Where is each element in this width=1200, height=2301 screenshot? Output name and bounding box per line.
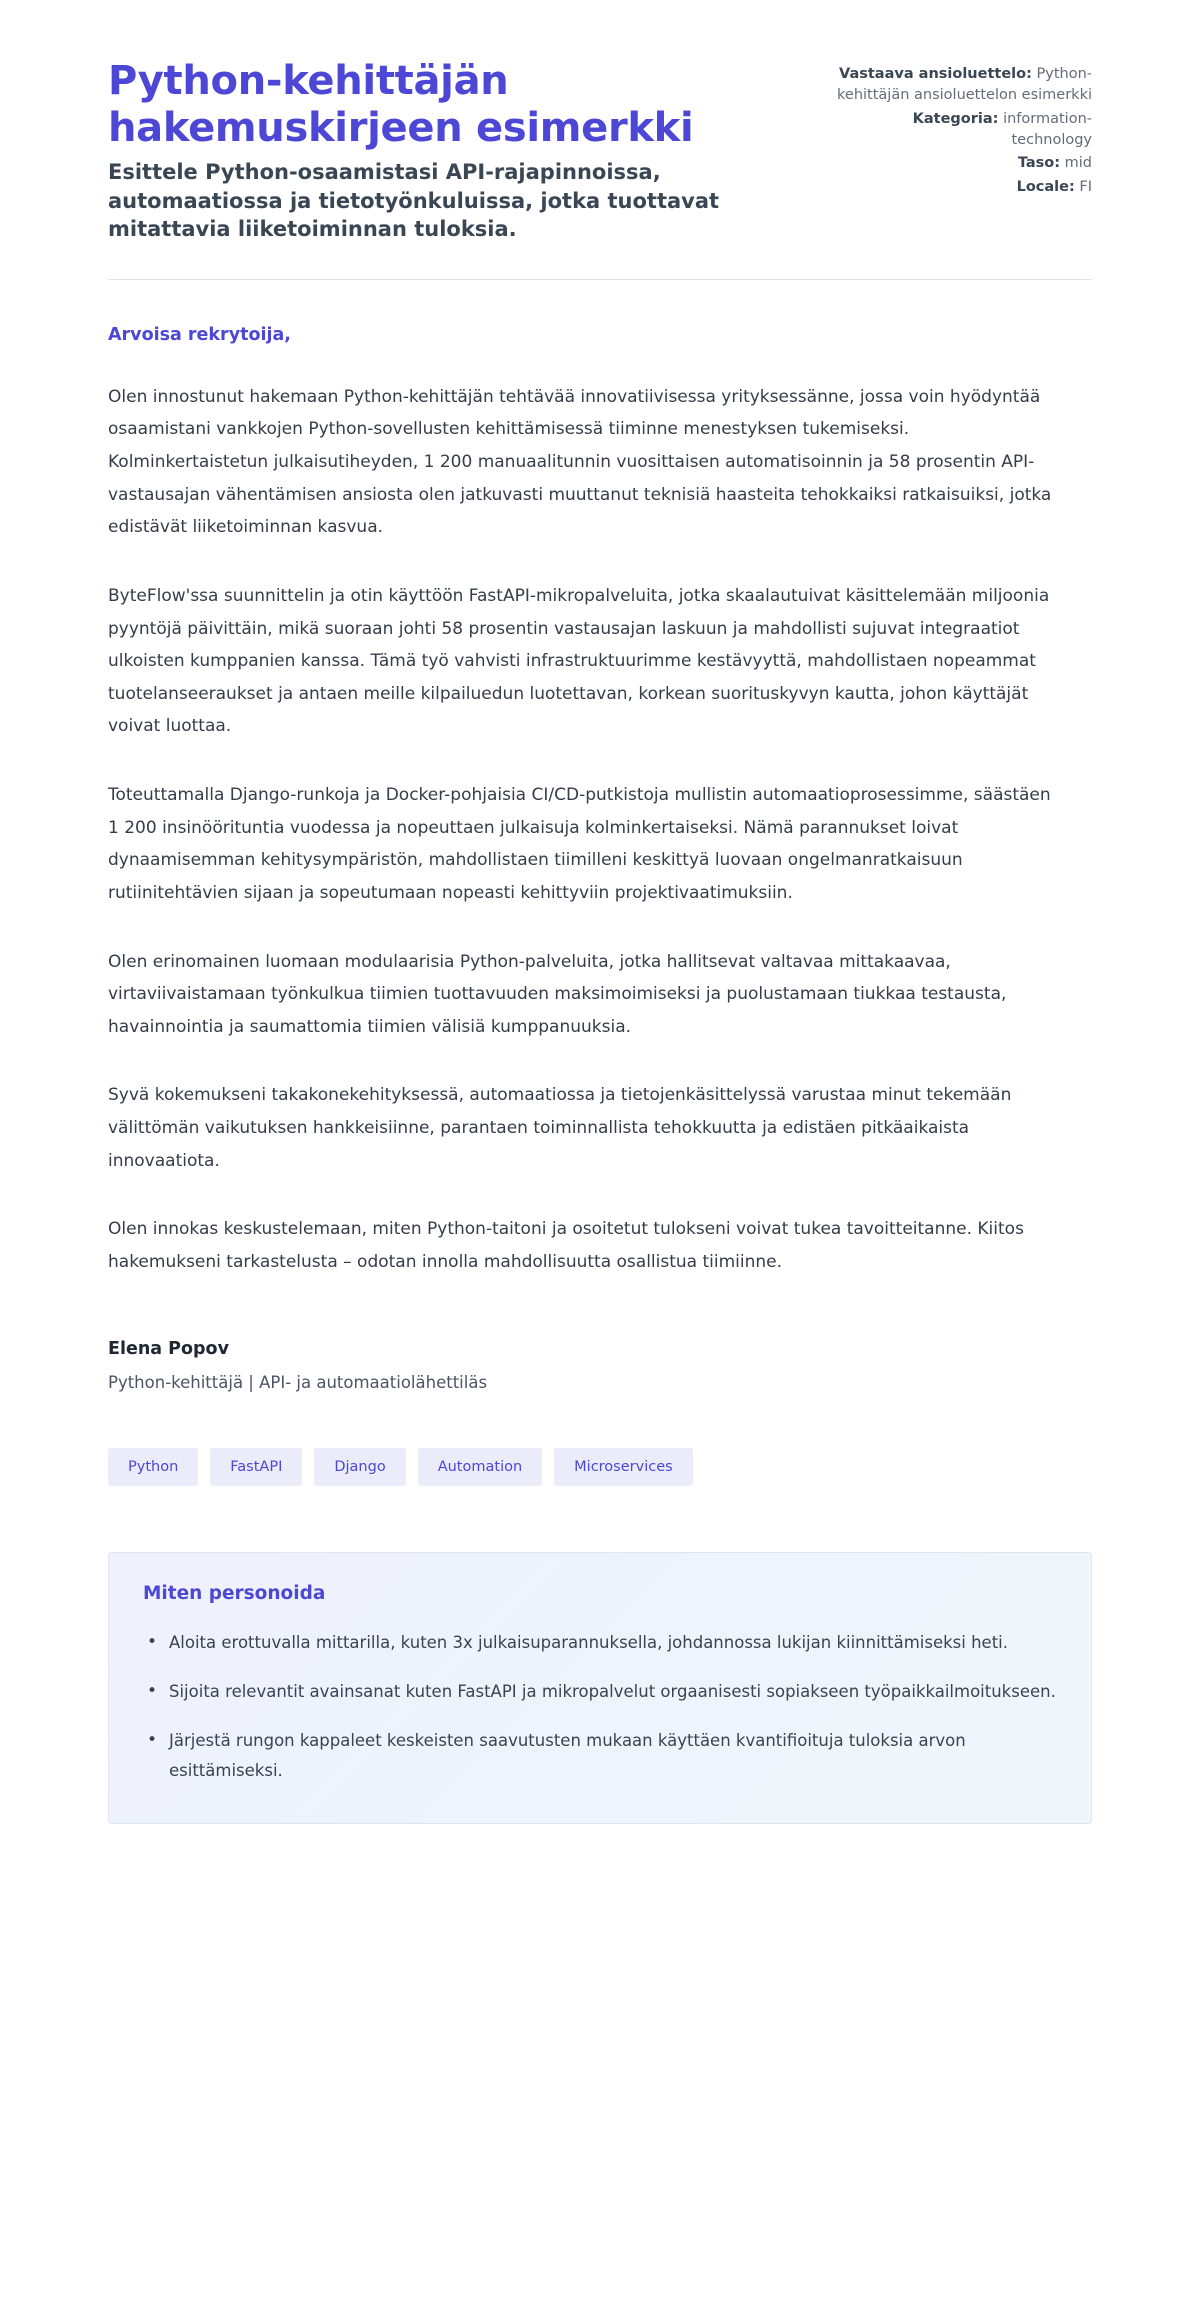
meta-value-locale: FI xyxy=(1079,178,1092,195)
meta-value-level: mid xyxy=(1064,155,1092,172)
skill-tag[interactable]: Automation xyxy=(418,1448,542,1486)
skill-tag[interactable]: FastAPI xyxy=(210,1448,302,1486)
meta-label-level: Taso: xyxy=(1017,155,1061,172)
document-metadata xyxy=(837,58,1092,200)
meta-row-locale xyxy=(837,177,1092,198)
skill-tag-list xyxy=(108,1448,1092,1486)
page-title: Python-kehittäjän hakemuskirjeen esimerkki xyxy=(108,58,694,152)
document-header xyxy=(108,58,1092,243)
meta-label-related-resume: Vastaava ansioluettelo: xyxy=(839,66,1032,82)
letter-paragraph: Olen innokas keskustelemaan, miten Python-taitoni ja osoitetut tulokseni voivat tukea tavoitteitanne. Kiitos hakemukseni tarkastelusta – odotan innolla mahdollisuutta osallistua tiimiinne. xyxy=(108,1219,1024,1272)
signature-role: Python-kehittäjä | API- ja automaatiolähettiläs xyxy=(108,1372,488,1392)
meta-value-category: information-technology xyxy=(1003,110,1092,148)
meta-label-category: Kategoria: xyxy=(912,110,999,127)
tips-list-item: • Aloita erottuvalla mittarilla, kuten 3x julkaisuparannuksella, johdannossa lukijan kiinnittämiseksi heti. xyxy=(143,1628,1057,1657)
tips-card-title: Miten personoida xyxy=(143,1582,326,1604)
letter-paragraph: Syvä kokemukseni takakonekehityksessä, automaatiossa ja tietojenkäsittelyssä varustaa minut tekemään välittömän vaikutuksen hankkeisiinne, parantaen toiminnallista tehokkuutta ja edistäen pitkäaikaista innovaatiota. xyxy=(108,1085,1012,1171)
tips-list-item: • Sijoita relevantit avainsanat kuten FastAPI ja mikropalvelut orgaanisesti sopiakseen työpaikkailmoitukseen. xyxy=(143,1677,1057,1706)
skill-tag[interactable]: Microservices xyxy=(554,1448,693,1486)
letter-paragraph: ByteFlow'ssa suunnittelin ja otin käyttöön FastAPI-mikropalveluita, jotka skaalautuivat käsittelemään miljoonia pyyntöjä päivittäin, mikä suoraan johti 58 prosentin vastausajan laskuun ja mahdollisti sujuvat integraatiot ulkoisten kumppanien kanssa. Tämä työ vahvisti infrastruktuurimme kestävyyttä, mahdollistaen nopeammat tuotelanseeraukset ja antaen meille kilpailuedun luotettavan, korkean suorituskyvyn kautta, johon käyttäjät voivat luottaa. xyxy=(108,585,1050,737)
page-subtitle: Esittele Python-osaamistasi API-rajapinnoissa, automaatiossa ja tietotyönkuluissa, jotka tuottavat mitattavia liiketoiminnan tuloksia. xyxy=(108,160,720,241)
header-text-block xyxy=(108,58,797,243)
letter-paragraph: Toteuttamalla Django-runkoja ja Docker-pohjaisia CI/CD-putkistoja mullistin automaatioprosessimme, säästäen 1 200 insinöörituntia vuodessa ja nopeuttaen julkaisuja kolminkertaiseksi. Nämä parannukset loivat dynaamisemman kehitysympäristön, mahdollistaen tiimilleni keskittyä luovaan ongelmanratkaisuun rutiinitehtävien sijaan ja sopeutumaan nopeasti kehittyviin projektivaatimuksiin. xyxy=(108,785,1051,903)
tips-list-item: • Järjestä rungon kappaleet keskeisten saavutusten mukaan käyttäen kvantifioituja tuloksia arvon esittämiseksi. xyxy=(143,1726,1057,1785)
letter-paragraph: Olen erinomainen luomaan modulaarisia Python-palveluita, jotka hallitsevat valtavaa mittakaavaa, virtaviivaistamaan työnkulkua tiimien tuottavuuden maksimoimiseksi ja puolustamaan tiukkaa testausta, havainnointia ja saumattomia tiimien välisiä kumppanuuksia. xyxy=(108,951,1007,1037)
personalization-tips-card xyxy=(108,1552,1092,1824)
letter-salutation: Arvoisa rekrytoija, xyxy=(108,324,291,345)
cover-letter-body xyxy=(108,280,1092,1824)
letter-signature xyxy=(108,1339,1092,1392)
letter-paragraph: Olen innostunut hakemaan Python-kehittäjän tehtävää innovatiivisessa yrityksessänne, jossa voin hyödyntää osaamistani vankkojen Python-sovellusten kehittämisessä tiiminne menestyksen tukemiseksi. Kolminkertaistetun julkaisutiheyden, 1 200 manuaalitunnin vuosittaisen automatisoinnin ja 58 prosentin API-vastausajan vähentämisen ansiosta olen jatkuvasti muuttanut teknisiä haasteita tehokkaiksi ratkaisuiksi, jotka edistävät liiketoiminnan kasvua. xyxy=(108,386,1052,538)
skill-tag[interactable]: Python xyxy=(108,1448,198,1486)
skill-tag[interactable]: Django xyxy=(314,1448,405,1486)
meta-label-locale: Locale: xyxy=(1016,178,1075,195)
meta-row-level xyxy=(837,153,1092,174)
tips-list xyxy=(143,1628,1057,1785)
signature-name: Elena Popov xyxy=(108,1338,229,1359)
meta-row-related-resume xyxy=(837,64,1092,107)
meta-row-category xyxy=(837,109,1092,152)
meta-value-related-resume: Python-kehittäjän ansioluettelon esimerkki xyxy=(837,66,1092,104)
